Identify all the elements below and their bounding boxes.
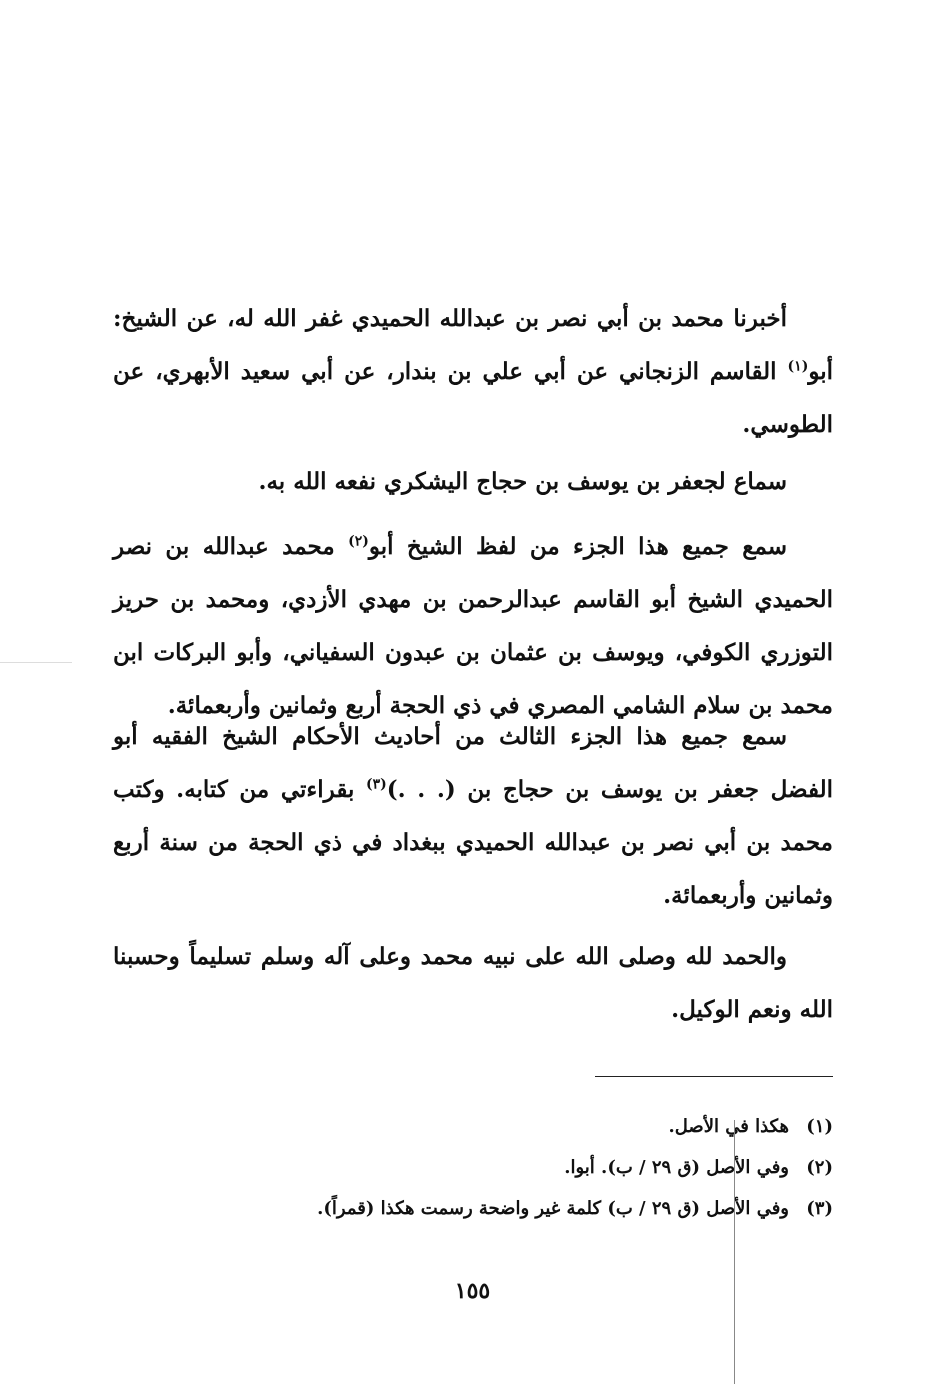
- footnote-number: (١): [806, 1116, 833, 1137]
- paragraph-chain-of-transmission: [113, 292, 833, 451]
- footnote-ref-2: (٢): [348, 533, 369, 550]
- footnote-3: [113, 1188, 833, 1229]
- footnote-number: (٢): [806, 1157, 833, 1178]
- paragraph-closing-praise: [113, 930, 833, 1036]
- text-run: بقراءتي من كتابه. وكتب محمد بن أبي نصر بن عبدالله الحميدي ببغداد في ذي الحجة من سنة أربع وثمانين وأربعمائة.: [113, 776, 833, 909]
- paragraph-audition-record-1: [113, 520, 833, 732]
- text-run: سمع جميع هذا الجزء من لفظ الشيخ أبو: [368, 533, 788, 560]
- footnote-2: [113, 1147, 833, 1188]
- footnote-text: وفي الأصل (ق ٢٩ / ب). أبوا.: [564, 1157, 789, 1178]
- paragraph-text: سماع لجعفر بن يوسف بن حجاج اليشكري نفعه الله به.: [258, 468, 787, 495]
- footnote-text: وفي الأصل (ق ٢٩ / ب) كلمة غير واضحة رسمت هكذا (قمراً).: [317, 1198, 789, 1219]
- paragraph-text: [113, 520, 833, 732]
- scan-artifact-mark: [0, 662, 72, 663]
- footnote-text: هكذا في الأصل.: [668, 1116, 789, 1137]
- text-run: القاسم الزنجاني عن أبي علي بن بندار، عن أبي سعيد الأبهري، عن الطوسي.: [113, 358, 833, 438]
- scan-artifact-line: [734, 1120, 735, 1384]
- paragraph-audition-record-2: [113, 710, 833, 922]
- footnote-ref-1: (١): [787, 358, 809, 375]
- text-run: سمع جميع هذا الجزء الثالث من أحاديث الأحكام الشيخ الفقيه أبو الفضل جعفر بن يوسف بن حجاج بن (. . .): [113, 723, 833, 803]
- footnotes: [113, 1106, 833, 1229]
- footnote-number: (٣): [806, 1198, 833, 1219]
- page-number: ١٥٥: [454, 1278, 491, 1304]
- paragraph-text: [113, 710, 833, 922]
- paragraph-audition-note: [113, 455, 833, 508]
- footnote-divider: [595, 1076, 833, 1077]
- footnote-ref-3: (٣): [365, 776, 387, 793]
- text-run: محمد عبدالله بن نصر الحميدي الشيخ أبو القاسم عبدالرحمن بن مهدي الأزدي، ومحمد بن حريز التوزري الكوفي، ويوسف بن عثمان بن عبدون السفياني، وأبو البركات ابن محمد بن سلام الشامي المصري في ذي الحجة أربع وثمانين وأربعمائة.: [113, 533, 833, 719]
- paragraph-text: [113, 292, 833, 451]
- footnote-1: [113, 1106, 833, 1147]
- text-run: أخبرنا محمد بن أبي نصر بن عبدالله الحميدي غفر الله له، عن الشيخ: أبو: [113, 305, 833, 385]
- paragraph-text: والحمد لله وصلى الله على نبيه محمد وعلى آله وسلم تسليماً وحسبنا الله ونعم الوكيل.: [113, 943, 833, 1023]
